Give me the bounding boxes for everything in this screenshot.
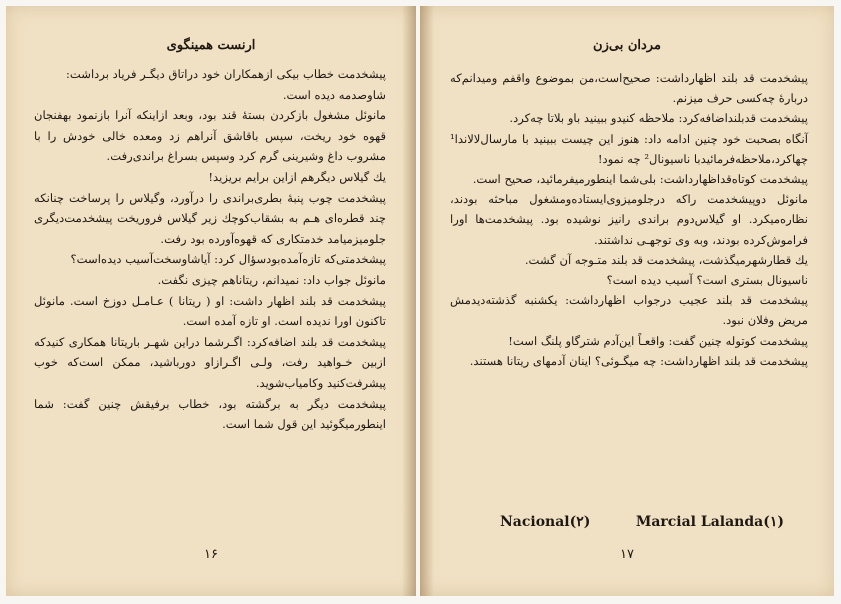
paragraph: مانوئل جواب داد: نمیدانم، ریتاناهم چیزی نگفت. <box>157 272 386 287</box>
paragraph: مانوئل مشغول بازکردن بستهٔ قند بود، وبعد ازاینکه آنرا بازنمود بهفنجان قهوه خود ریخت، سپس باقاشق آنراهم زد ومعده خالی خودش را با مشروب داغ وشیرینی گرم کرد وسپس بسراغ براندی‌رفت. <box>34 108 386 164</box>
paragraph: پیشخدمت قدبلنداضافه‌کرد: ملاحظه کنیدو ببینید باو بلاتا چه‌کرد. <box>509 111 808 126</box>
paragraph: ناسیونال بستری است؟ آسیب دیده است؟ <box>606 273 808 288</box>
paragraph: پیشخدمت قد بلند عجیب درجواب اظهارداشت: یکشنبه گذشته‌دیدمش مریض وفلان نبود. <box>450 293 808 328</box>
paragraph: پیشخدمت کوتوله چنین گفت: واقعـاً این‌آدم شترگاو پلنگ است! <box>508 333 808 348</box>
footnote-marcial-lalanda: Marcial Lalanda(۱) <box>635 514 784 530</box>
paragraph: پیشخدمت دیگر به برگشته بود، خطاب برفیقش چنین گفت: شما اینطورمیگوئید این قول شما است. <box>34 396 386 432</box>
left-page-number: ۱۶ <box>204 547 218 562</box>
footnote-nacional: Nacional(۲) <box>500 514 591 530</box>
right-running-header: مردان بی‌زن <box>593 38 661 53</box>
paragraph: مانوئل دوپیشخدمت راکه درجلومیزوی‌ایستاده‌ومشغول مباحثه بودند، نظاره‌میکرد. او گیلاس‌دوم براندی را‌نیز نوشیده بود. پیشخدمت‌ها اورا فراموش‌کرده بودند، وبه وی توجهـی نداشتند. <box>450 192 808 247</box>
paragraph: پیشخدمتی‌که تازه‌آمده‌بودسؤال کرد: آیاشاوسخت‌آسیب دیده‌است؟ <box>70 252 386 267</box>
paragraph: یك گیلاس دیگرهم ازاین برایم بریزید! <box>208 169 386 184</box>
paragraph: پیشخدمت خطاب بیکی ازهمکاران خود دراتاق دیگـر فریاد برداشت: <box>65 67 386 81</box>
paragraph: پیشخدمت قد بلند اظهارداشت: صحیح‌است،من بموضوع واقفم ومیدانم‌که دربارهٔ چه‌کسی حرف میزنم. <box>450 71 808 106</box>
paragraph: پیشخدمت قد بلند اظهار داشت: او ( ریتانا ) عـامـل دوزخ است. مانوئل تاکنون اورا ندیده است. او تازه آمده است. <box>34 293 386 329</box>
footnotes <box>500 514 784 530</box>
paragraph: یك قطارشهرمیگذشت، پیشخدمت قد بلند متـوجه آن گشت. <box>524 252 808 267</box>
left-body-text <box>34 64 386 435</box>
paragraph: آنگاه بصحبت خود چنین ادامه داد: هنوز این چیست ببینید با مارسال‌لالاندا¹ چهاکرد،ملاحظه‌فرمائیدبا ناسیونال² چه نمود! <box>450 131 808 166</box>
left-running-header: ارنست همینگوی <box>166 38 256 53</box>
gutter-shadow <box>420 6 434 596</box>
gutter-shadow <box>402 6 416 596</box>
paragraph: شاوصدمه دیده است. <box>282 87 386 102</box>
right-body-text <box>450 68 808 371</box>
paragraph: پیشخدمت کوتاه‌قداظهارداشت: بلی‌شما اینطورمیفرمائید، صحیح است. <box>472 172 808 187</box>
right-page-number: ۱۷ <box>620 547 634 562</box>
paragraph: پیشخدمت قد بلند اضافه‌کرد: اگـرشما دراین شهـر باریتانا همکاری کنیدکه ازبین خـواهید رفت، ولـی اگـرازاو دورباشید، ممکن است‌که خوب پیشرفت‌کنید وکامیاب‌شوید. <box>34 334 386 390</box>
paragraph: پیشخدمت چوب پنبهٔ بطری‌براندی را درآورد، وگیلاس را پرساخت چنانکه چند قطره‌ای هـم به بشقاب‌کوچك زیر گیلاس فروریخت پیشخدمت‌دیگری جلومیزمیامد خدمتکاری که قهوه‌آورده بود رفت. <box>34 190 386 246</box>
paragraph: پیشخدمت قد بلند اظهارداشت: چه میگـوئی؟ اینان آدمهای ریتانا هستند. <box>469 353 808 368</box>
left-page <box>6 6 416 596</box>
right-page <box>420 6 834 596</box>
